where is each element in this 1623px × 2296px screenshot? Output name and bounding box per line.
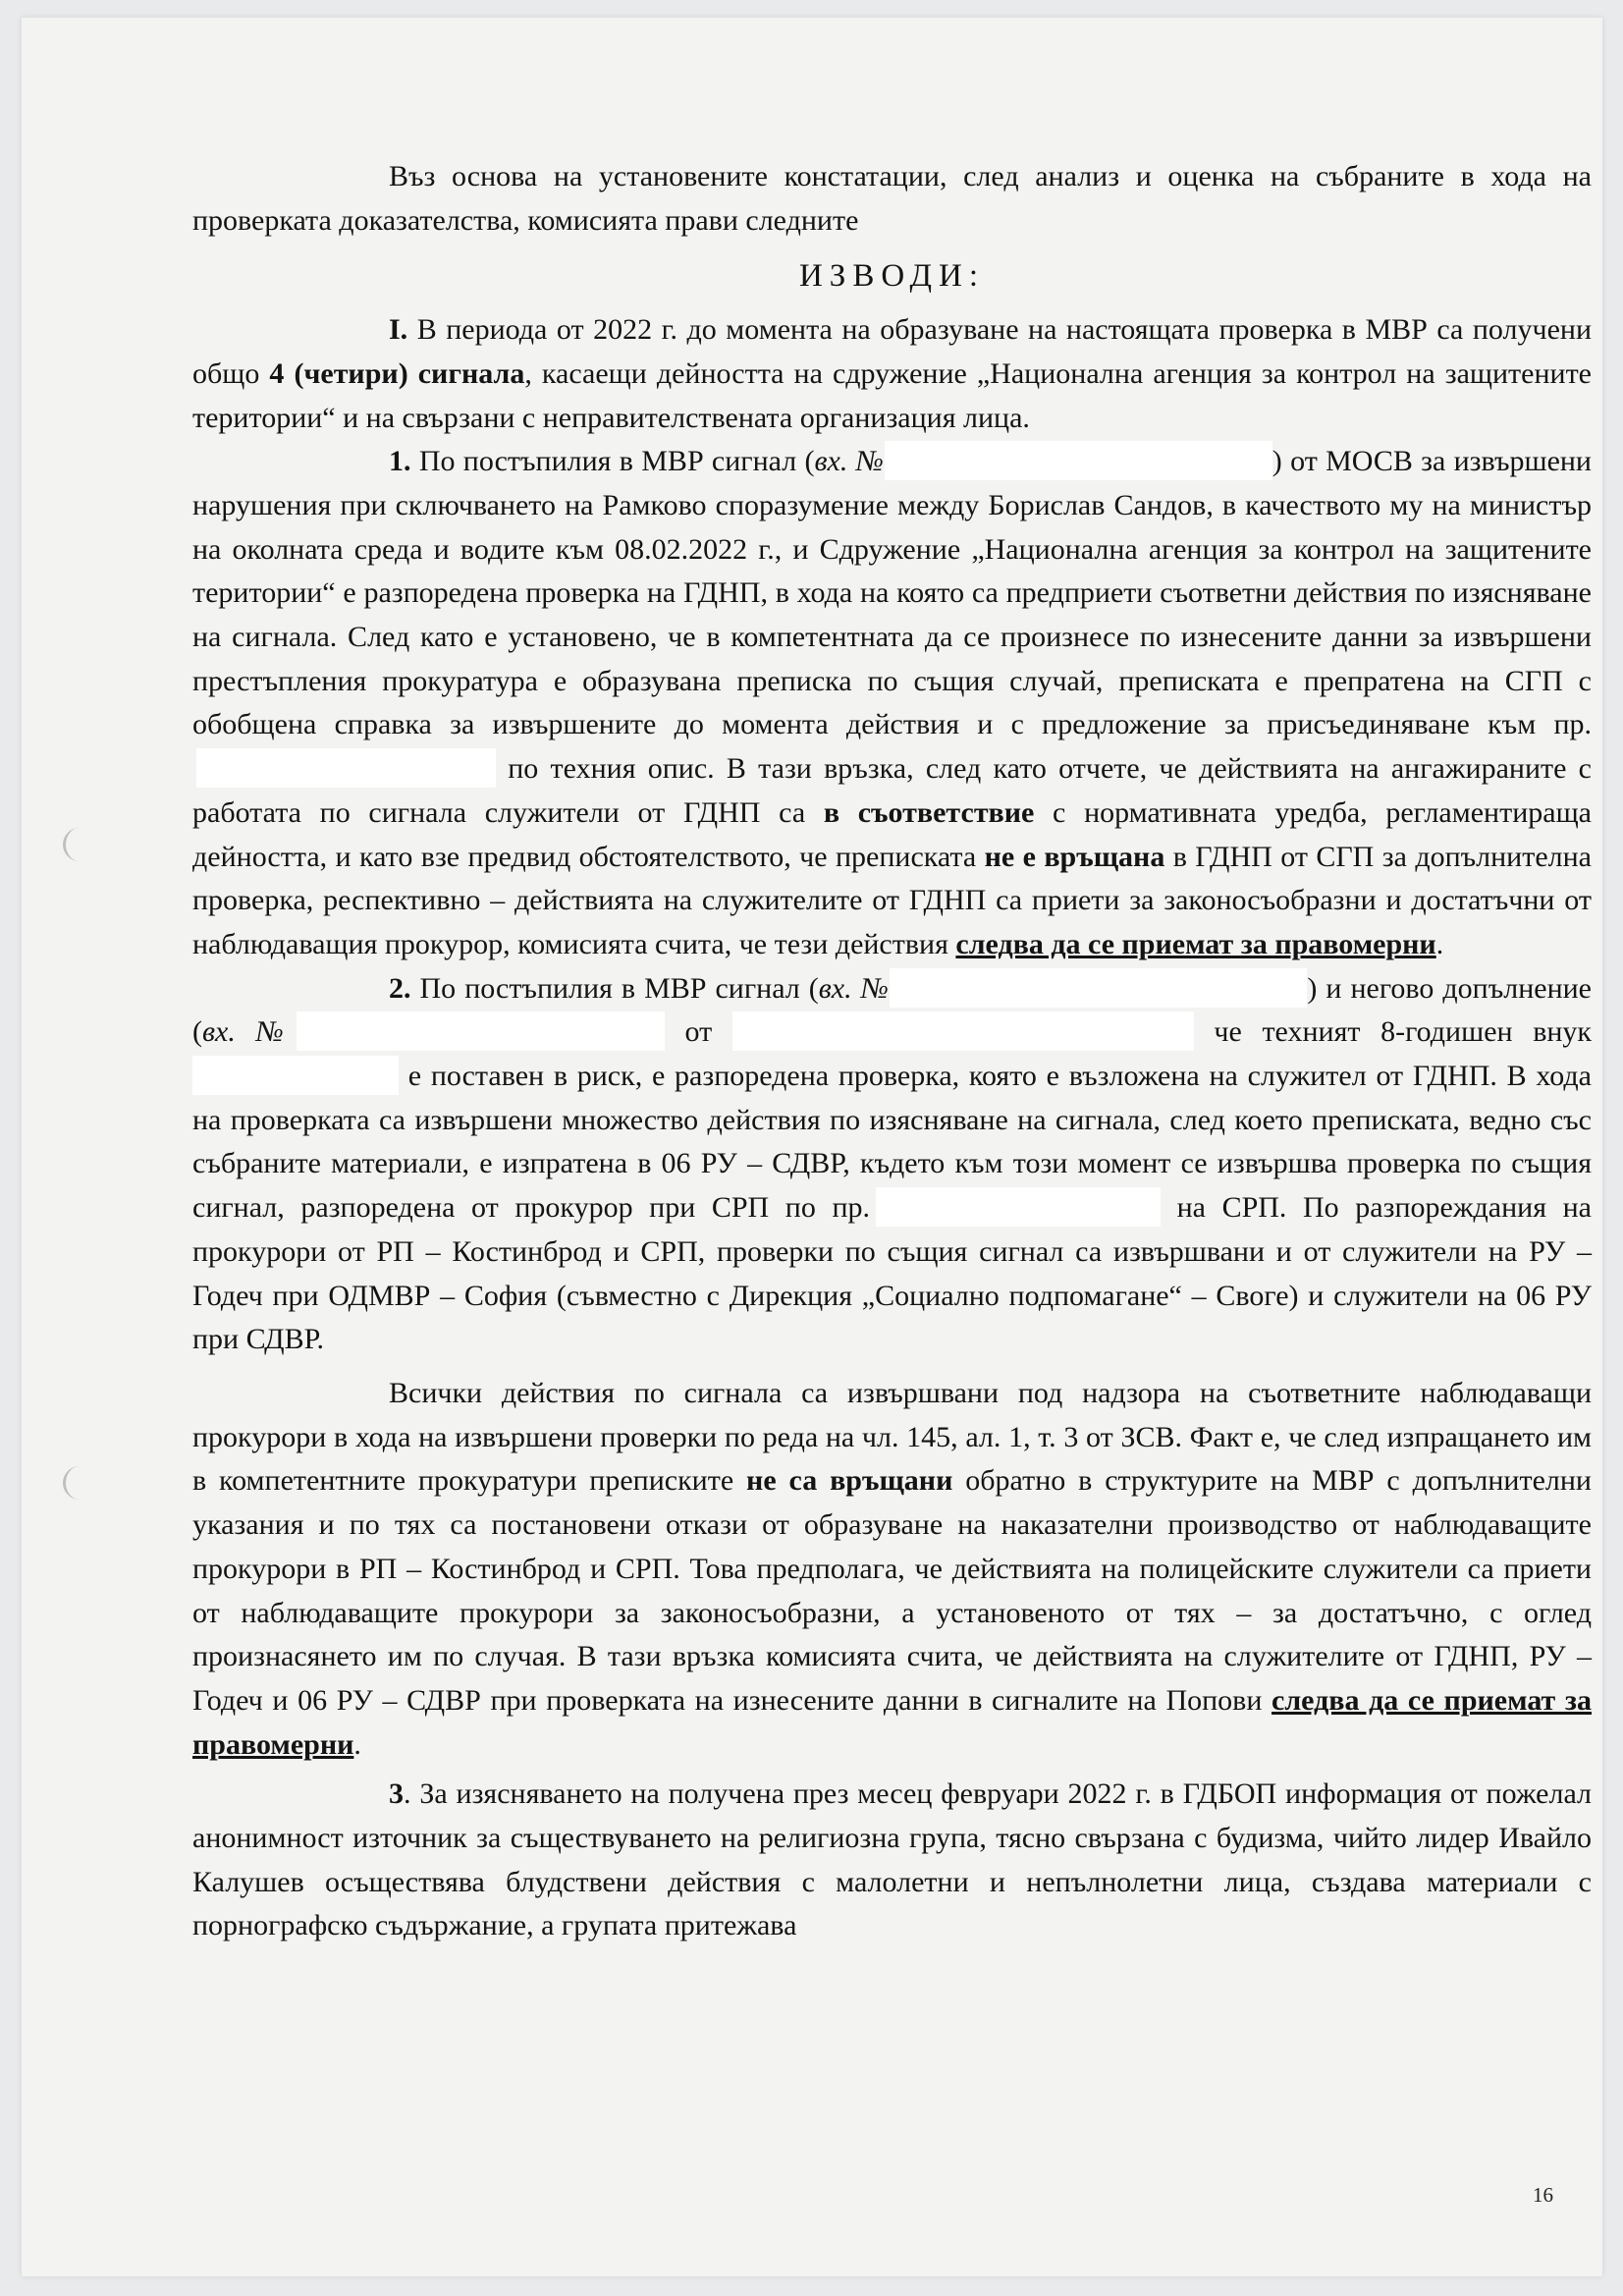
- text-run: обратно в структурите на МВР с допълнителни указания и по тях са постановени откази от образуване на наказателни производство от наблюдаващите прокурори в РП – Костинброд и СРП. Това предполага, че действията на полицейските служители са приети от наблюдаващите прокурори за законосъобразни, а установеното от тях – за достатъчно, с оглед произнасянето им по случая. В тази връзка комисията счита, че действията на служителите от ГДНП, РУ – Годеч и 06 РУ – СДВР при проверката на изнесените данни в сигналите на Попови: [192, 1464, 1592, 1717]
- conclusion-text: следва да се приемат за правомерни: [955, 927, 1436, 960]
- text-run: .: [1435, 927, 1444, 960]
- item-1-number: 1.: [389, 445, 411, 478]
- intro-paragraph: [192, 155, 1592, 243]
- punch-hole-mark: [63, 1466, 87, 1500]
- document-body: [192, 155, 1592, 1948]
- text-run: че техният 8-годишен внук: [1193, 1015, 1592, 1049]
- text-run: Всички действия по сигнала са извършвани под надзора на съответните наблюдаващи прокурори в хода на извършени проверки по реда на чл. 145, ал. 1, т. 3 от ЗСВ. Факт е, че след изпращането им в компетентните прокуратури преписките: [192, 1376, 1592, 1498]
- section-heading: [192, 254, 1592, 299]
- summary-paragraph: [192, 1372, 1592, 1767]
- text-run: в ГДНП от СГП за допълнителна проверка, респективно – действията на служителите от ГДНП са приети за законосъобразни и достатъчни от наблюдаващия прокурор, комисията счита, че тези действия: [192, 840, 1592, 960]
- redaction-block: [732, 1011, 1194, 1051]
- text-run: от: [664, 1015, 732, 1049]
- redaction-block: [297, 1011, 665, 1051]
- item-2-paragraph: [192, 967, 1592, 1362]
- page-number: 16: [1533, 2183, 1553, 2207]
- text-run: По постъпилия в МВР сигнал (: [410, 971, 819, 1005]
- reference-label: вх. №: [818, 971, 891, 1005]
- section-1-number: I.: [389, 313, 408, 347]
- redaction-block: [876, 1187, 1161, 1227]
- section-1-paragraph: [192, 308, 1592, 440]
- text-run: По постъпилия в МВР сигнал (: [410, 445, 815, 478]
- text-run: по техния опис. В тази връзка, след като отчете, че действията на ангажираните с работата по сигнала служители от ГДНП са: [192, 752, 1593, 829]
- document-page: [22, 18, 1602, 2276]
- heading-text: ИЗВОДИ:: [798, 258, 986, 295]
- text-run: , касаещи дейността на сдружение „Национална агенция за контрол на защитените територии“ и на свързани с неправителствената организация лица.: [192, 356, 1592, 434]
- text-run: В периода от 2022 г. до момента на образуване на настоящата проверка в МВР са получени общо: [192, 313, 1592, 390]
- emphasis-text: не са връщани: [746, 1464, 953, 1498]
- intro-text: Въз основа на установените констатации, след анализ и оценка на събраните в хода на проверката доказателства, комисията прави следните: [192, 160, 1592, 237]
- text-run: ) от МОСВ за извършени нарушения при сключването на Рамково споразумение между Борислав Сандов, в качеството му на министър на околната среда и водите към 08.02.2022 г., и Сдружение „Национална агенция за контрол на защитените територии“ е разпоредена проверка на ГДНП, в хода на която са предприети съответни действия по изясняване на сигнала. След като е установено, че в компетентната да се произнесе по изнесените данни за извършени престъпления прокуратура е образувана преписка по същия случай, преписката е препратена на СГП с обобщена справка за извършените до момента действия и с предложение за присъединяване към пр.: [192, 445, 1592, 741]
- item-3-paragraph: [192, 1773, 1592, 1948]
- text-run: . За изясняването на получена през месец февруари 2022 г. в ГДБОП информация от пожелал анонимност източник за съществуването на религиозна група, тясно свързана с будизма, чийто лидер Ивайло Калушев осъществява блудствени действия с малолетни и непълнолетни лица, създава материали с порнографско съдържание, а групата притежава: [192, 1777, 1592, 1942]
- reference-label: вх. №: [202, 1015, 297, 1049]
- item-1-paragraph: [192, 440, 1592, 966]
- emphasis-text: в съответствие: [823, 795, 1035, 829]
- text-run: .: [353, 1727, 361, 1761]
- reference-label: вх. №: [814, 445, 885, 478]
- signal-count: 4 (четири) сигнала: [269, 356, 525, 390]
- text-run: с нормативната уредба, регламентираща дейността, и като взе предвид обстоятелството, че преписката: [192, 795, 1592, 873]
- item-2-number: 2.: [389, 971, 411, 1005]
- redaction-block: [192, 1056, 399, 1095]
- text-run: на СРП. По разпореждания на прокурори от РП – Костинброд и СРП, проверки по същия сигнал са извършвани и от служители на РУ – Годеч при ОДМВР – София (съвместно с Дирекция „Социално подпомагане“ – Своге) и служители на 06 РУ при СДВР.: [192, 1191, 1592, 1356]
- item-3-number: 3: [389, 1777, 404, 1811]
- text-run: е поставен в риск, е разпоредена проверка, която е възложена на служител от ГДНП. В хода на проверката са извършени множество действия по изясняване на сигнала, след което преписката, ведно със събраните материали, е изпратена в 06 РУ – СДВР, където към този момент се извършва проверка по същия сигнал, разпоредена от прокурор при СРП по пр.: [192, 1060, 1592, 1225]
- redaction-block: [196, 748, 496, 788]
- punch-hole-mark: [63, 828, 87, 861]
- emphasis-text: не е връщана: [984, 840, 1165, 873]
- conclusion-text: следва да се приемат за правомерни: [192, 1683, 1592, 1761]
- redaction-block: [890, 968, 1307, 1008]
- redaction-block: [885, 441, 1272, 480]
- text-run: ) и негово допълнение (: [192, 971, 1593, 1049]
